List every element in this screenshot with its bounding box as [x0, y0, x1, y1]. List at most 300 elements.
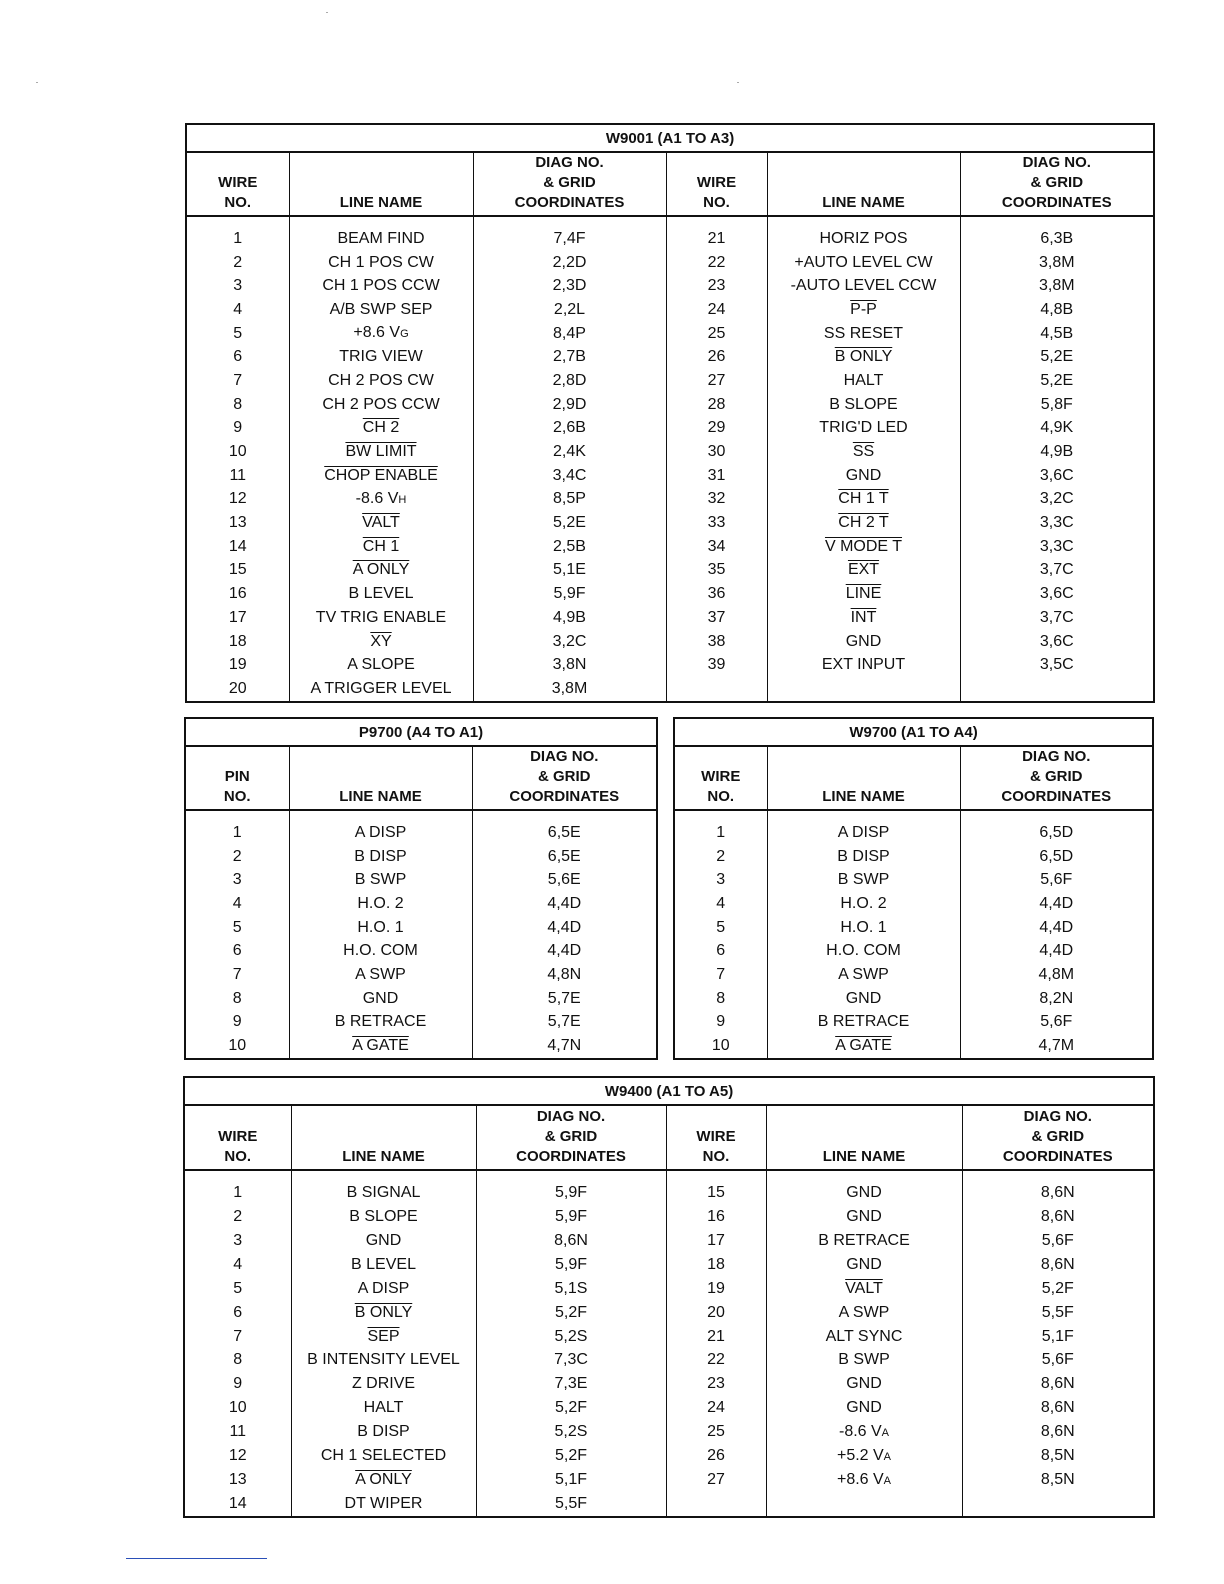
diag-cell: 5,2E [473, 511, 666, 535]
wire-no-cell: 7 [185, 963, 289, 987]
wire-no-cell: 5 [185, 916, 289, 940]
line-name-cell [766, 1253, 962, 1277]
line-name-cell [767, 369, 960, 393]
wire-no-cell: 26 [666, 1444, 766, 1468]
header-diag: DIAG NO. & GRID COORDINATES [960, 152, 1154, 216]
wire-no-cell: 2 [674, 845, 767, 869]
diag-cell: 8,2N [1039, 989, 1074, 1007]
line-name: H.O. COM [343, 942, 418, 960]
line-name: GND [845, 632, 882, 650]
diag-cell: 8,5P [473, 488, 666, 512]
line-name-cell [767, 298, 960, 322]
table-row [674, 868, 1153, 892]
wire-no-cell: 7 [186, 369, 289, 393]
line-name: H.O. 1 [357, 918, 404, 936]
table-row [185, 892, 657, 916]
wire-no-cell: 29 [666, 417, 767, 441]
table-row [674, 845, 1153, 869]
line-name: GND [846, 1207, 882, 1225]
wire-no-cell: 35 [666, 559, 767, 583]
line-name-cell [767, 559, 960, 583]
table-row [186, 274, 1154, 298]
line-name-cell [767, 1034, 960, 1059]
diag-cell: 2,7B [473, 345, 666, 369]
wire-no-cell: 39 [666, 653, 767, 677]
wire-no-cell: 4 [184, 1253, 291, 1277]
line-name: CHOP ENABLE [324, 466, 438, 484]
diag-cell: 5,2S [476, 1325, 666, 1349]
diag-cell: 4,4D [547, 942, 582, 960]
wire-no-cell: 19 [186, 653, 289, 677]
line-name-cell [767, 511, 960, 535]
line-name-cell [767, 821, 960, 845]
diag-cell: 2,2L [473, 298, 666, 322]
line-name-cell [289, 488, 473, 512]
wire-no-cell: 4 [185, 892, 289, 916]
wire-no-cell: 17 [666, 1229, 766, 1253]
line-name-cell [289, 963, 472, 987]
diag-cell: 3,6C [1039, 632, 1074, 650]
diag-cell: 2,9D [473, 393, 666, 417]
line-name-cell [766, 1229, 962, 1253]
line-name-cell [289, 251, 473, 275]
line-name: GND [846, 1183, 882, 1201]
header-line-name: LINE NAME [767, 152, 960, 216]
diag-cell: 5,6F [1041, 1231, 1074, 1249]
table-row [186, 227, 1154, 251]
diag-cell: 5,2F [1041, 1279, 1074, 1297]
line-name-cell [766, 1372, 962, 1396]
spacer-cell [184, 1170, 291, 1181]
wire-no-cell: 2 [186, 251, 289, 275]
wire-no-cell: 27 [666, 369, 767, 393]
line-name: +AUTO LEVEL CW [794, 253, 933, 271]
line-name: H.O. COM [826, 942, 901, 960]
line-name-cell [767, 440, 960, 464]
diag-cell: 3,8M [473, 677, 666, 702]
diag-cell: 8,5N [1040, 1471, 1075, 1489]
spacer-cell [289, 810, 472, 821]
wire-no-cell: 8 [186, 393, 289, 417]
diag-cell: 3,8M [1038, 277, 1075, 295]
diag-cell: 3,4C [473, 464, 666, 488]
table-row [184, 1277, 1154, 1301]
spacer-cell [472, 810, 657, 821]
header-wire-no: WIRE NO. [666, 1105, 766, 1170]
diag-cell: 8,4P [473, 322, 666, 346]
table-title: W9001 (A1 TO A3) [186, 124, 1154, 152]
diag-cell: 5,1F [476, 1468, 666, 1492]
line-name: DT WIPER [344, 1495, 423, 1512]
line-name: LINE [845, 585, 882, 603]
line-name: H.O. 1 [840, 918, 887, 936]
line-name-cell [291, 1325, 476, 1349]
wire-no-cell: 22 [666, 251, 767, 275]
table-row [185, 868, 657, 892]
wire-no-cell: 32 [666, 488, 767, 512]
voltage-subscript: A [881, 1426, 890, 1439]
diag-cell: 4,8M [1038, 966, 1075, 983]
wire-no-cell: 8 [185, 987, 289, 1011]
line-name: B SWP [354, 871, 407, 889]
diag-cell: 8,6N [1040, 1255, 1075, 1273]
diag-cell: 7,3E [476, 1372, 666, 1396]
wire-no-cell: 9 [184, 1372, 291, 1396]
diag-cell: 5,6F [1040, 1013, 1073, 1031]
line-name: B RETRACE [334, 1013, 427, 1031]
wire-no-cell: 10 [184, 1396, 291, 1420]
diag-cell: 8,6N [476, 1229, 666, 1253]
line-name-cell [291, 1348, 476, 1372]
wire-no-cell: 18 [666, 1253, 766, 1277]
line-name-cell [289, 677, 473, 702]
table-row [186, 464, 1154, 488]
diag-cell: 4,9B [473, 606, 666, 630]
line-name-cell [291, 1492, 476, 1517]
table-row [184, 1492, 1154, 1517]
wire-no-cell: 3 [184, 1229, 291, 1253]
diag-cell: 3,6C [1039, 585, 1074, 603]
wire-no-cell [666, 677, 767, 702]
diag-cell: 3,7C [1039, 608, 1074, 626]
diag-cell: 5,5F [1041, 1303, 1074, 1321]
line-name-cell [766, 1420, 962, 1444]
line-name-cell [767, 892, 960, 916]
line-name-cell [289, 1034, 472, 1059]
wire-no-cell: 13 [184, 1468, 291, 1492]
line-name: CH 2 T [838, 514, 889, 532]
diag-cell: 6,5D [1039, 847, 1074, 865]
wire-no-cell: 10 [186, 440, 289, 464]
table-row [184, 1325, 1154, 1349]
diag-cell: 3,3C [1039, 514, 1074, 532]
table-row [184, 1420, 1154, 1444]
line-name: HALT [363, 1399, 404, 1417]
wire-no-cell: 7 [674, 963, 767, 987]
line-name: $\overline{SS}$ [852, 443, 875, 461]
diag-cell: 5,9F [473, 582, 666, 606]
table-row [186, 440, 1154, 464]
line-name: BW LIMIT [345, 443, 417, 461]
line-name-cell [767, 845, 960, 869]
diag-cell: 2,4K [473, 440, 666, 464]
line-name-cell [291, 1420, 476, 1444]
wire-no-cell: 8 [674, 987, 767, 1011]
table-row [674, 916, 1153, 940]
line-name-cell [289, 535, 473, 559]
diag-cell: 5,2F [476, 1396, 666, 1420]
line-name-cell [767, 345, 960, 369]
wire-no-cell: 36 [666, 582, 767, 606]
line-name: A SWP [355, 966, 406, 983]
wire-no-cell: 12 [186, 488, 289, 512]
line-name-cell [289, 606, 473, 630]
line-name-cell [291, 1468, 476, 1492]
voltage-subscript: A [883, 1450, 892, 1463]
line-name-cell [767, 274, 960, 298]
spacer-cell [767, 216, 960, 227]
spacer-cell [666, 1170, 766, 1181]
line-name: -8.6 V [355, 489, 399, 507]
line-name: B SIGNAL [346, 1183, 421, 1201]
voltage-subscript: G [400, 328, 409, 341]
diag-cell: 5,6E [547, 871, 581, 889]
table-row [674, 892, 1153, 916]
line-name-cell [289, 417, 473, 441]
table-row [184, 1348, 1154, 1372]
diag-cell: 5,2F [476, 1444, 666, 1468]
line-name: VALT [362, 514, 400, 532]
line-name: +8.6 V [836, 1470, 884, 1488]
line-name: B DISP [837, 847, 890, 865]
diag-cell: 4,9K [1040, 419, 1074, 437]
line-name: A SLOPE [347, 656, 415, 674]
line-name: A GATE [835, 1037, 892, 1055]
wire-no-cell: 5 [674, 916, 767, 940]
line-name-cell [766, 1277, 962, 1301]
line-name: VALT [845, 1279, 883, 1297]
spacer-cell [666, 216, 767, 227]
wire-no-cell: 16 [666, 1205, 766, 1229]
header-wire-no: WIRE NO. [184, 1105, 291, 1170]
footer-rule [126, 1558, 267, 1559]
table-row [185, 845, 657, 869]
line-name-cell [289, 1011, 472, 1035]
diag-cell: 5,6F [1040, 871, 1073, 889]
line-name: B DISP [357, 1423, 410, 1441]
line-name: -AUTO LEVEL CCW [790, 277, 937, 295]
wire-no-cell: 20 [666, 1301, 766, 1325]
diag-cell: 5,9F [476, 1253, 666, 1277]
diag-cell: 2,5B [473, 535, 666, 559]
table-row [185, 963, 657, 987]
line-name-cell [767, 630, 960, 654]
line-name: GND [845, 989, 882, 1007]
header-line-name: LINE NAME [766, 1105, 962, 1170]
diag-cell: 6,5D [1039, 823, 1074, 841]
line-name: B RETRACE [817, 1013, 910, 1031]
line-name-cell [767, 417, 960, 441]
line-name-cell [767, 916, 960, 940]
wire-no-cell: 14 [184, 1492, 291, 1517]
wire-no-cell: 15 [186, 559, 289, 583]
line-name: A DISP [357, 1279, 410, 1297]
line-name: B SWP [837, 871, 890, 889]
wire-no-cell: 26 [666, 345, 767, 369]
wire-no-cell: 12 [184, 1444, 291, 1468]
diag-cell: 4,4D [547, 918, 582, 936]
line-name-cell [291, 1396, 476, 1420]
table-w9700 [673, 717, 1154, 1060]
line-name: TRIG'D LED [819, 419, 908, 437]
line-name-cell [767, 939, 960, 963]
table-row [185, 1011, 657, 1035]
wire-no-cell: 1 [184, 1181, 291, 1205]
line-name: $\overline{INT}$ [850, 608, 877, 626]
diag-cell: 4,7N [547, 1037, 582, 1055]
diag-cell: 4,7M [1038, 1037, 1075, 1055]
line-name-cell [289, 582, 473, 606]
diag-cell: 4,4D [1039, 894, 1074, 912]
line-name: B LEVEL [351, 1255, 416, 1273]
line-name: B SLOPE [829, 395, 898, 413]
header-wire-no: WIRE NO. [666, 152, 767, 216]
diag-cell: 8,6N [1040, 1375, 1075, 1393]
wire-no-cell: 6 [185, 939, 289, 963]
line-name-cell [289, 892, 472, 916]
diag-cell: 6,5E [547, 823, 581, 841]
wire-no-cell: 4 [674, 892, 767, 916]
diag-cell: 5,5F [476, 1492, 666, 1517]
line-name: A DISP [837, 823, 890, 841]
line-name: CH 1 POS CCW [322, 277, 440, 295]
line-name-cell [289, 511, 473, 535]
line-name-cell [289, 274, 473, 298]
diag-cell: 3,3C [1039, 537, 1074, 555]
line-name: $\overline{SEP}$ [367, 1327, 400, 1345]
line-name: HALT [843, 371, 884, 389]
table-row [186, 488, 1154, 512]
table-row [185, 1034, 657, 1059]
wire-no-cell: 11 [184, 1420, 291, 1444]
line-name: A SWP [838, 966, 889, 983]
diag-cell: 4,9B [1040, 443, 1074, 461]
wire-no-cell: 34 [666, 535, 767, 559]
line-name-cell [767, 464, 960, 488]
diag-cell [960, 677, 1154, 702]
table-row [184, 1205, 1154, 1229]
line-name-cell [767, 1011, 960, 1035]
wire-no-cell: 4 [186, 298, 289, 322]
table-row [184, 1444, 1154, 1468]
line-name-cell [767, 322, 960, 346]
line-name: B DISP [354, 847, 407, 865]
line-name-cell [291, 1372, 476, 1396]
line-name: +8.6 V [353, 324, 401, 342]
spacer-cell [766, 1170, 962, 1181]
line-name: ALT SYNC [825, 1327, 903, 1345]
table-row [186, 559, 1154, 583]
spacer-cell [291, 1170, 476, 1181]
diag-cell: 5,2S [476, 1420, 666, 1444]
header-diag: DIAG NO. & GRID COORDINATES [472, 746, 657, 810]
line-name: $\overline{XY}$ [370, 632, 392, 650]
line-name-cell [766, 1325, 962, 1349]
table-row [184, 1301, 1154, 1325]
diag-cell: 4,4D [1039, 942, 1074, 960]
line-name-cell [767, 251, 960, 275]
diag-cell: 5,2E [1040, 371, 1074, 389]
line-name: B LEVEL [348, 585, 414, 603]
table-row [674, 939, 1153, 963]
line-name-cell [289, 227, 473, 251]
table-row [184, 1181, 1154, 1205]
wire-no-cell: 37 [666, 606, 767, 630]
diag-cell: 3,5C [1039, 656, 1074, 674]
header-diag: DIAG NO. & GRID COORDINATES [473, 152, 666, 216]
table-row [185, 916, 657, 940]
line-name-cell [289, 298, 473, 322]
table-row [184, 1372, 1154, 1396]
line-name: CH 1 SELECTED [320, 1447, 447, 1465]
line-name-cell [766, 1492, 962, 1517]
line-name-cell [767, 677, 960, 702]
wire-no-cell: 27 [666, 1468, 766, 1492]
diag-cell: 4,4D [1039, 918, 1074, 936]
table-body [186, 216, 1154, 702]
line-name: -8.6 V [838, 1422, 882, 1440]
line-name: TRIG VIEW [339, 348, 423, 366]
header-line-name: LINE NAME [289, 152, 473, 216]
line-name: CH 2 POS CW [328, 371, 434, 389]
diag-cell: 6,3B [1040, 229, 1074, 247]
diag-cell: 3,2C [1039, 490, 1074, 508]
spacer-cell [186, 216, 289, 227]
wire-no-cell: 13 [186, 511, 289, 535]
diag-cell: 8,5N [1040, 1447, 1075, 1465]
line-name: A/B SWP SEP [329, 300, 433, 318]
scan-speck [737, 82, 739, 83]
wire-no-cell: 28 [666, 393, 767, 417]
header-pin-no: PIN NO. [185, 746, 289, 810]
wire-no-cell: 3 [186, 274, 289, 298]
line-name-cell [767, 963, 960, 987]
diag-cell: 2,6B [473, 417, 666, 441]
line-name: B ONLY [354, 1303, 413, 1321]
diag-cell: 4,8N [547, 966, 582, 983]
line-name: CH 1 [362, 537, 400, 555]
wire-no-cell: 30 [666, 440, 767, 464]
table-title: P9700 (A4 TO A1) [185, 718, 657, 746]
wire-no-cell: 1 [186, 227, 289, 251]
line-name-cell [767, 606, 960, 630]
diag-cell: 5,6F [1041, 1351, 1074, 1369]
header-diag: DIAG NO. & GRID COORDINATES [476, 1105, 666, 1170]
table-row [186, 511, 1154, 535]
line-name: GND [846, 1255, 882, 1273]
line-name-cell [766, 1396, 962, 1420]
table-row [674, 963, 1153, 987]
line-name: GND [365, 1231, 402, 1249]
spacer-cell [962, 1170, 1154, 1181]
line-name-cell [289, 369, 473, 393]
wire-no-cell: 22 [666, 1348, 766, 1372]
line-name: CH 2 [362, 419, 400, 437]
line-name-cell [767, 582, 960, 606]
diag-cell: 4,8B [1040, 300, 1074, 318]
wire-no-cell: 9 [185, 1011, 289, 1035]
spacer-cell [674, 810, 767, 821]
wire-no-cell: 6 [186, 345, 289, 369]
table-row [184, 1468, 1154, 1492]
wire-no-cell: 3 [674, 868, 767, 892]
diag-cell: 5,1S [476, 1277, 666, 1301]
wire-no-cell: 24 [666, 298, 767, 322]
line-name: +5.2 V [836, 1446, 884, 1464]
table-row [185, 939, 657, 963]
diag-cell: 5,9F [476, 1205, 666, 1229]
line-name-cell [289, 987, 472, 1011]
table-row [185, 821, 657, 845]
spacer-cell [476, 1170, 666, 1181]
line-name-cell [289, 653, 473, 677]
line-name: CH 1 POS CW [328, 253, 434, 271]
wire-no-cell: 11 [186, 464, 289, 488]
wire-no-cell: 25 [666, 322, 767, 346]
table-row [186, 630, 1154, 654]
line-name: Z DRIVE [351, 1375, 416, 1393]
voltage-subscript: H [398, 493, 407, 506]
